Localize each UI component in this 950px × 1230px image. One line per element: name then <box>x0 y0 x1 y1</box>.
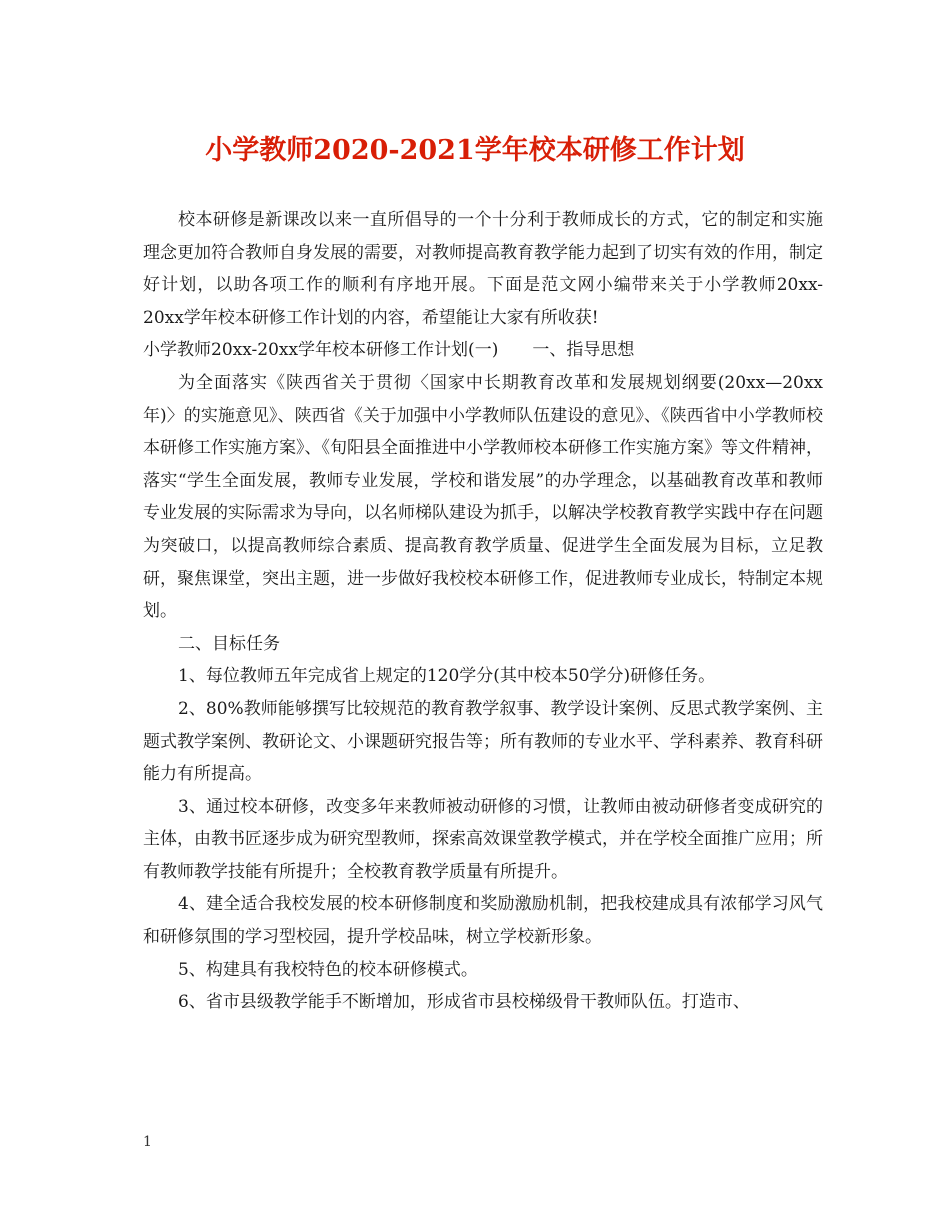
page-number: 1 <box>143 1134 152 1150</box>
paragraph-goals-heading: 二、目标任务 <box>178 633 280 654</box>
document-title: 小学教师2020-2021学年校本研修工作计划 <box>205 135 745 166</box>
paragraph-intro: 校本研修是新课改以来一直所倡导的一个十分利于教师成长的方式，它的制定和实施理念更加符合教师自身发展的需要，对教师提高教育教学能力起到了切实有效的作用，制定好计划，以助各项工作的顺利有序地开展。下面是范文网小编带来关于小学教师20xx-20xx学年校本研修工作计划的内容，希望能让大家有所收获! <box>143 210 823 328</box>
document-body <box>143 204 823 1019</box>
paragraph-guiding-ideas: 为全面落实《陕西省关于贯彻〈国家中长期教育改革和发展规划纲要(20xx—20xx年)〉的实施意见》、陕西省《关于加强中小学教师队伍建设的意见》、《陕西省中小学教师校本研修工作实施方案》、《旬阳县全面推进中小学教师校本研修工作实施方案》等文件精神，落实“学生全面发展，教师专业发展，学校和谐发展”的办学理念，以基础教育改革和教师专业发展的实际需求为导向，以名师梯队建设为抓手，以解决学校教育教学实践中存在问题为突破口，以提高教师综合素质、提高教育教学质量、促进学生全面发展为目标，立足教研，聚焦课堂，突出主题，进一步做好我校校本研修工作，促进教师专业成长，特制定本规划。 <box>143 372 823 622</box>
paragraph-goal-4: 4、建全适合我校发展的校本研修制度和奖励激励机制，把我校建成具有浓郁学习风气和研修氛围的学习型校园，提升学校品味，树立学校新形象。 <box>143 894 823 948</box>
paragraph-goal-6: 6、省市县级教学能手不断增加，形成省市县校梯级骨干教师队伍。打造市、 <box>178 992 750 1013</box>
paragraph-goal-2: 2、80%教师能够撰写比较规范的教育教学叙事、教学设计案例、反思式教学案例、主题式教学案例、教研论文、小课题研究报告等；所有教师的专业水平、学科素养、教育科研能力有所提高。 <box>143 698 823 785</box>
paragraph-goal-5: 5、构建具有我校特色的校本研修模式。 <box>178 959 478 980</box>
paragraph-goal-1: 1、每位教师五年完成省上规定的120学分(其中校本50学分)研修任务。 <box>178 666 716 687</box>
paragraph-goal-3: 3、通过校本研修，改变多年来教师被动研修的习惯，让教师由被动研修者变成研究的主体，由教书匠逐步成为研究型教师，探索高效课堂教学模式，并在学校全面推广应用；所有教师教学技能有所提升；全校教育教学质量有所提升。 <box>143 796 823 882</box>
paragraph-section-heading: 小学教师20xx-20xx学年校本研修工作计划(一) 一、指导思想 <box>143 340 635 361</box>
